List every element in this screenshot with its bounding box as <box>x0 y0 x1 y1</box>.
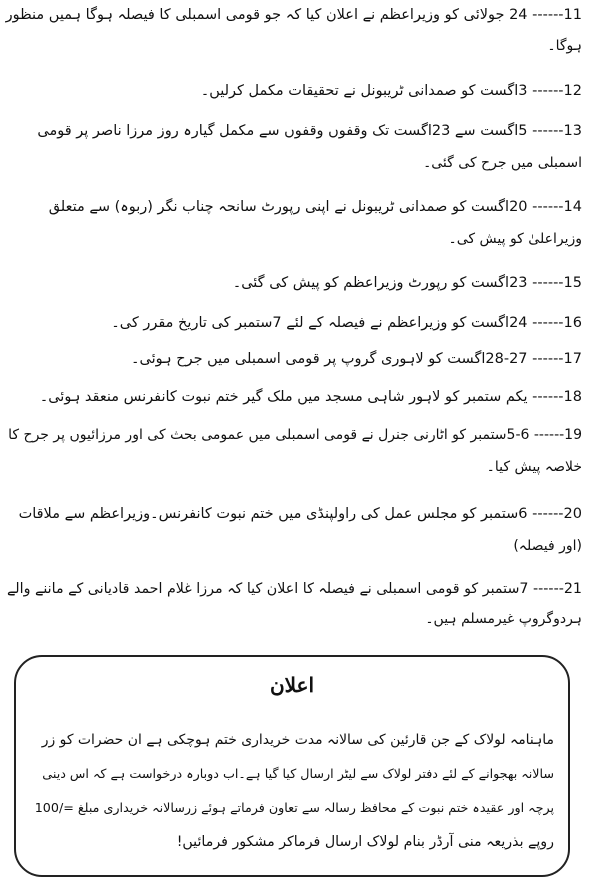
item-line: 18------ یکم ستمبر کو لاہور شاہی مسجد میں ملک گیر ختم نبوت کانفرنس منعقد ہوئی۔ <box>39 389 582 405</box>
item-line: وزیراعلیٰ کو پیش کی۔ <box>448 231 582 247</box>
item-line: 11------ 24 جولائی کو وزیراعظم نے اعلان کیا کہ جو قومی اسمبلی کا فیصلہ ہوگا ہمیں منظور <box>5 7 582 23</box>
announcement-box <box>14 655 570 877</box>
list-item <box>6 272 582 294</box>
announcement-title: اعلان <box>269 673 315 697</box>
item-line: 20------ 6ستمبر کو مجلس عمل کی راولپنڈی میں ختم نبوت کانفرنس۔وزیراعظم سے ملاقات <box>18 506 582 522</box>
announcement-line: پرچہ اور عقیدہ ختم نبوت کے محافظ رسالہ سے تعاون فرماتے ہوئے زرسالانہ خریداری مبلغ =/100 <box>34 800 554 815</box>
item-line: 13------ 5اگست سے 23اگست تک وقفوں وقفوں سے مکمل گیارہ روز مرزا ناصر پر قومی <box>37 123 582 139</box>
announcement-line: سالانہ بھجوانے کے لئے دفتر لولاک سے لیٹر ارسال کیا گیا ہے۔اب دوبارہ درخواست ہے کہ اس دینی <box>42 766 554 781</box>
list-item <box>6 503 582 557</box>
item-line: 12------ 3اگست کو صمدانی ٹریبونل نے تحقیقات مکمل کرلیں۔ <box>200 83 582 99</box>
item-line: ہوگا۔ <box>547 38 582 54</box>
list-item <box>6 578 582 630</box>
announcement-line: ماہنامہ لولاک کے جن قارئین کی سالانہ مدت خریداری ختم ہوچکی ہے ان حضرات کو زر <box>41 732 554 748</box>
item-line: اسمبلی میں جرح کی گئی۔ <box>423 155 582 171</box>
item-line: ہردوگروپ غیرمسلم ہیں۔ <box>425 611 582 627</box>
item-line: 14------ 20اگست کو صمدانی ٹریبونل نے اپنی رپورٹ سانحہ چناب نگر (ربوہ) سے متعلق <box>48 199 582 215</box>
item-line: 16------ 24اگست کو وزیراعظم نے فیصلہ کے لئے 7ستمبر کی تاریخ مقرر کی۔ <box>111 315 582 331</box>
list-item <box>6 348 582 370</box>
list-item <box>6 196 582 250</box>
item-line: 15------ 23اگست کو رپورٹ وزیراعظم کو پیش کی گئی۔ <box>232 275 582 291</box>
list-item <box>6 312 582 334</box>
item-line: 21------ 7ستمبر کو قومی اسمبلی نے فیصلہ کا اعلان کیا کہ مرزا غلام احمد قادیانی کے ماننے والے <box>6 581 582 597</box>
list-item <box>6 120 582 174</box>
item-line: 19------ 5-6ستمبر کو اٹارنی جنرل نے قومی اسمبلی میں عمومی بحث کی اور مرزائیوں پر جرح کا <box>8 427 582 443</box>
item-line: 17------ 28-27اگست کو لاہوری گروپ پر قومی اسمبلی میں جرح ہوئی۔ <box>131 351 582 367</box>
item-line: (اور فیصلہ) <box>513 538 582 554</box>
list-item <box>6 4 582 57</box>
list-item <box>6 386 582 408</box>
item-line: خلاصہ پیش کیا۔ <box>486 459 582 475</box>
list-item <box>6 80 582 102</box>
list-item <box>6 424 582 478</box>
announcement-line: روپے بذریعہ منی آرڈر بنام لولاک ارسال فرماکر مشکور فرمائیں! <box>176 834 554 850</box>
